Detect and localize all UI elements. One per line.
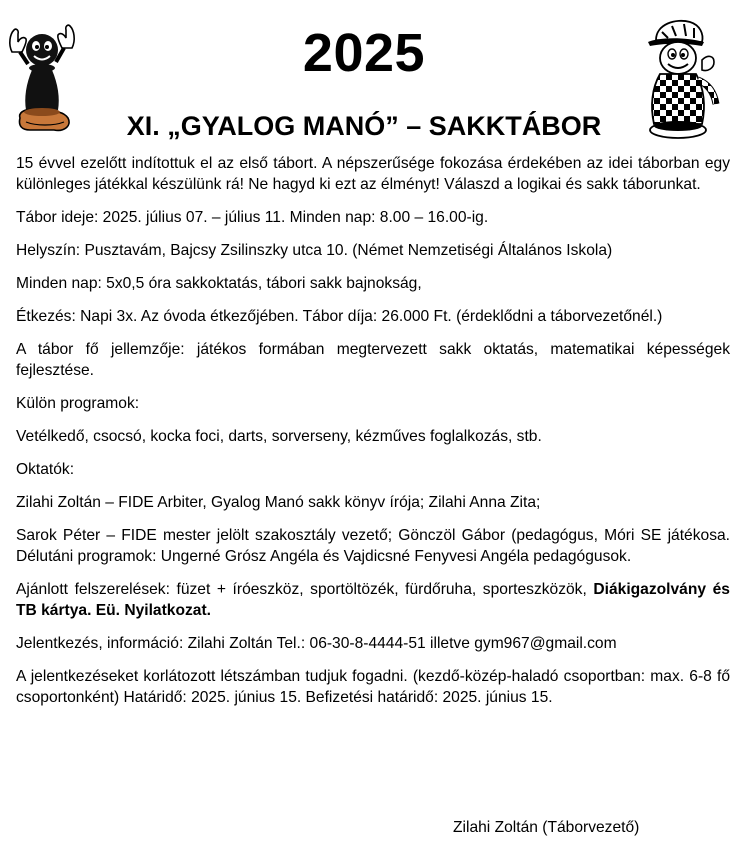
equipment-paragraph	[16, 579, 730, 621]
programs-paragraph: Vetélkedő, csocsó, kocka foci, darts, sorverseny, kézműves foglalkozás, stb.	[16, 428, 542, 445]
teachers-heading: Oktatók:	[16, 461, 75, 478]
equipment-bold-text: Diákigazolvány és TB kártya. Eü. Nyilatkozat.	[16, 581, 730, 619]
programs-heading: Külön programok:	[16, 395, 140, 412]
teacher-1-paragraph: Zilahi Zoltán – FIDE Arbiter, Gyalog Manó sakk könyv írója; Zilahi Anna Zita;	[16, 494, 541, 511]
teacher-2-paragraph: Sarok Péter – FIDE mester jelölt szakosztály vezető; Gönczöl Gábor (pedagógus, Móri SE játékosa. Délutáni programok: Ungerné Grósz Angéla és Vajdicsné Fenyvesi Angéla pedagógusok.	[16, 527, 730, 565]
intro-paragraph: 15 évvel ezelőtt indítottuk el az első tábort. A népszerűsége fokozása érdekében az idei táborban egy különleges játékkal készülünk rá! Ne hagyd ki ezt az élményt! Válaszd a logikai és sakk táborunkat.	[16, 155, 730, 193]
flyer-content	[16, 153, 730, 720]
registration-paragraph: A jelentkezéseket korlátozott létszámban tudjuk fogadni. (kezdő-közép-haladó csoportban: max. 6-8 fő csoportonként) Határidő: 2025. június 15. Befizetési határidő: 2025. június 15.	[16, 668, 730, 706]
signature: Zilahi Zoltán (Táborvezető)	[453, 819, 640, 836]
features-paragraph: A tábor fő jellemzője: játékos formában megtervezett sakk oktatás, matematikai képességek fejlesztése.	[16, 341, 730, 379]
camp-title: XI. „GYALOG MANÓ” – SAKKTÁBOR	[126, 111, 602, 141]
contact-paragraph: Jelentkezés, információ: Zilahi Zoltán Tel.: 06-30-8-4444-51 illetve gym967@gmail.com	[16, 635, 617, 652]
equipment-text: Ajánlott felszerelések: füzet + íróeszköz, sportöltözék, fürdőruha, sporteszközök,	[16, 581, 587, 598]
dates-paragraph: Tábor ideje: 2025. július 07. – július 11. Minden nap: 8.00 – 16.00-ig.	[16, 209, 489, 226]
year-heading: 2025	[302, 23, 426, 83]
location-paragraph: Helyszín: Pusztavám, Bajcsy Zsilinszky utca 10. (Német Nemzetiségi Általános Iskola)	[16, 242, 613, 259]
daily-schedule-paragraph: Minden nap: 5x0,5 óra sakkoktatás, tábori sakk bajnokság,	[16, 275, 422, 292]
meals-paragraph: Étkezés: Napi 3x. Az óvoda étkezőjében. Tábor díja: 26.000 Ft. (érdeklődni a táborvezetőnél.)	[16, 308, 663, 325]
